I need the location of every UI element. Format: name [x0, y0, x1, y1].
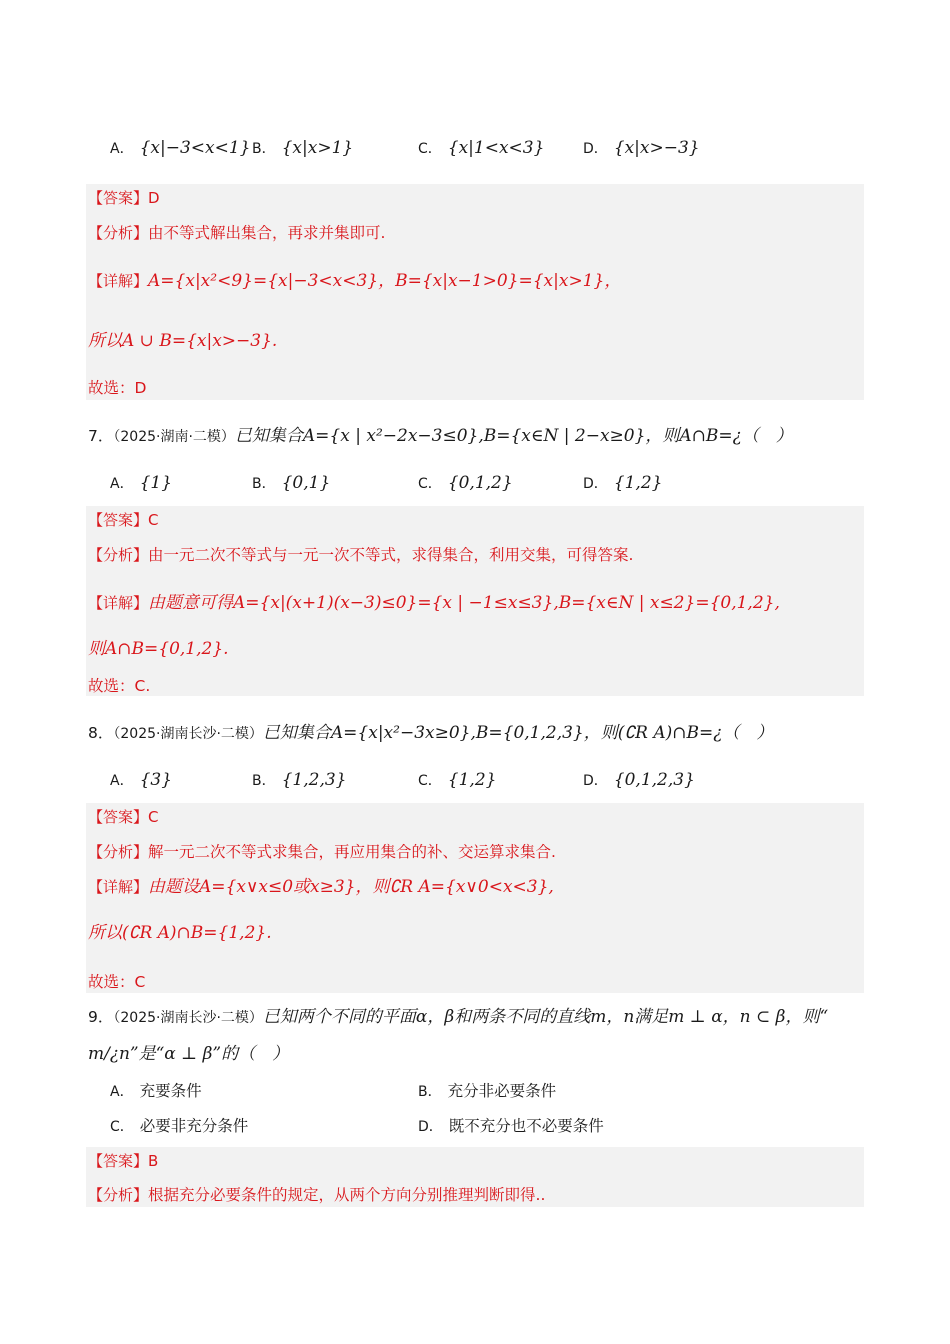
q7-option-b: B． {0,1}: [252, 473, 331, 493]
q9-option-b: B． 充分非必要条件: [418, 1082, 557, 1100]
q6-conclusion: 所以A ∪ B={x|x>−3}.: [88, 331, 278, 351]
q7-option-c: C． {0,1,2}: [418, 473, 513, 493]
q6-choose: 故选：D: [88, 379, 147, 397]
q8-stem: 8．（2025·湖南长沙·二模）已知集合A={x|x²−3x≥0},B={0,1,2,3}，则(∁R A)∩B=¿（ ）: [88, 723, 774, 743]
q7-analysis: 【分析】由一元二次不等式与一元一次不等式，求得集合，利用交集，可得答案.: [88, 546, 634, 564]
q8-analysis: 【分析】解一元二次不等式求集合，再应用集合的补、交运算求集合.: [88, 843, 556, 861]
q9-option-c: C． 必要非充分条件: [110, 1117, 249, 1135]
q6-analysis: 【分析】由不等式解出集合，再求并集即可.: [88, 224, 386, 242]
q7-stem: 7．（2025·湖南·二模）已知集合A={x | x²−2x−3≤0},B={x∈N | 2−x≥0}，则A∩B=¿（ ）: [88, 426, 793, 446]
q8-option-a: A． {3}: [110, 770, 173, 790]
q7-answer: 【答案】C: [88, 511, 159, 529]
q7-detail: 【详解】由题意可得A={x|(x+1)(x−3)≤0}={x | −1≤x≤3},B={x∈N | x≤2}={0,1,2},: [88, 593, 780, 613]
q7-choose: 故选：C.: [88, 677, 151, 695]
q9-analysis: 【分析】根据充分必要条件的规定，从两个方向分别推理判断即得..: [88, 1186, 546, 1204]
q6-answer: 【答案】D: [88, 189, 160, 207]
q8-choose: 故选：C: [88, 973, 146, 991]
q8-option-c: C． {1,2}: [418, 770, 497, 790]
q9-stem-line2: m/¿n”是“α ⊥ β”的（ ）: [88, 1044, 290, 1064]
q7-conclusion: 则A∩B={0,1,2}.: [88, 639, 229, 659]
q8-solution-block: [86, 803, 864, 993]
q6-option-d: D． {x|x>−3}: [583, 138, 700, 158]
q7-option-d: D． {1,2}: [583, 473, 663, 493]
q8-option-b: B． {1,2,3}: [252, 770, 347, 790]
q9-stem-line1: 9．（2025·湖南长沙·二模）已知两个不同的平面α，β和两条不同的直线m，n满足m ⊥ α，n ⊂ β，则“: [88, 1007, 829, 1027]
q7-option-a: A． {1}: [110, 473, 173, 493]
q6-option-b: B． {x|x>1}: [252, 138, 354, 158]
q9-answer: 【答案】B: [88, 1152, 159, 1170]
q6-detail: 【详解】A={x|x²<9}={x|−3<x<3}，B={x|x−1>0}={x|x>1}，: [88, 271, 622, 291]
q9-option-d: D． 既不充分也不必要条件: [418, 1117, 604, 1135]
q6-option-a: A． {x|−3<x<1}: [110, 138, 251, 158]
q6-solution-block: [86, 184, 864, 400]
q6-option-c: C． {x|1<x<3}: [418, 138, 545, 158]
q8-detail: 【详解】由题设A={x∨x≤0或x≥3}，则∁R A={x∨0<x<3},: [88, 877, 554, 897]
q8-conclusion: 所以(∁R A)∩B={1,2}.: [88, 923, 272, 943]
q9-option-a: A． 充要条件: [110, 1082, 202, 1100]
q8-answer: 【答案】C: [88, 808, 159, 826]
q8-option-d: D． {0,1,2,3}: [583, 770, 695, 790]
